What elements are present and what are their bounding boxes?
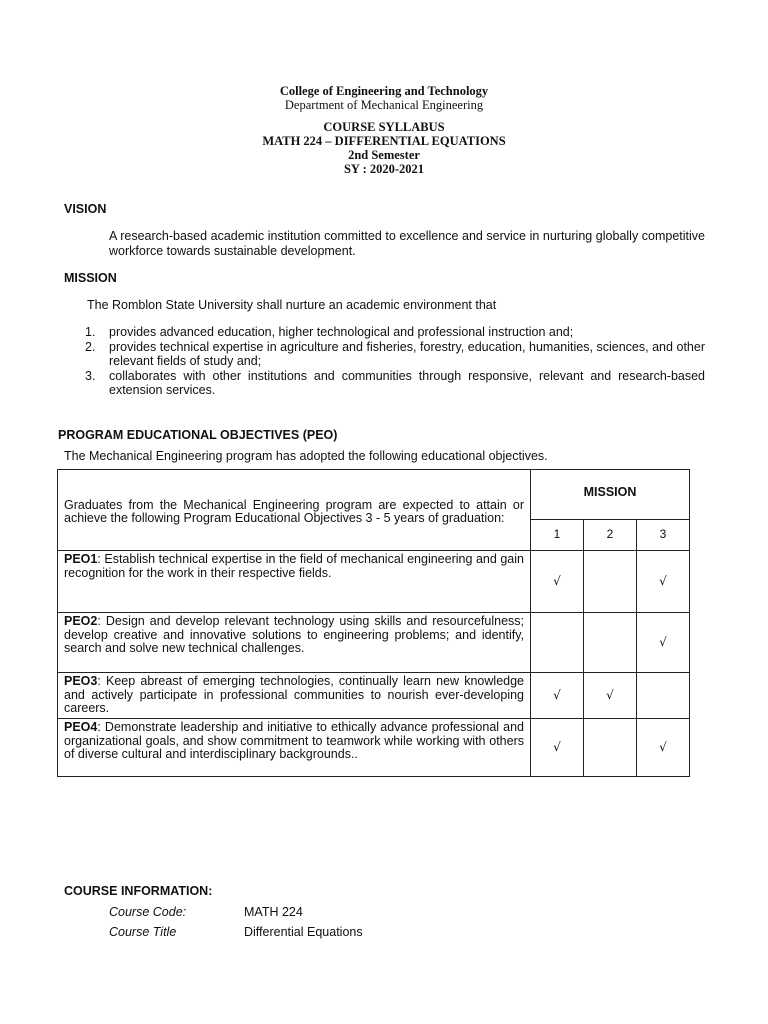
mission-item-number: 2. [85,339,96,354]
course-heading: MATH 224 – DIFFERENTIAL EQUATIONS [262,134,506,148]
peo-description [58,613,531,673]
syllabus-heading [0,120,768,176]
peo-text: : Demonstrate leadership and initiative to ethically advance professional and organizational goals, and show commitment to teamwork while working with others of diverse cultural and interdisciplinary backgrounds.. [64,720,524,761]
check-mark [584,551,637,613]
peo-label: PEO2 [64,614,98,628]
vision-title: VISION [64,202,107,216]
peo-label: PEO4 [64,720,98,734]
course-code-value: MATH 224 [244,905,303,919]
course-code-label: Course Code: [109,905,187,919]
mission-item-text: collaborates with other institutions and communities through responsive, relevant and research-based extension services. [109,368,705,397]
mission-item [85,325,705,340]
check-mark [637,673,690,719]
vision-text: A research-based academic institution committed to excellence and service in nurturing globally competitive workforce towards sustainable development. [109,229,705,258]
check-mark [531,613,584,673]
peo-intro: The Mechanical Engineering program has adopted the following educational objectives. [64,449,548,463]
peo-label: PEO3 [64,674,98,688]
table-row [58,613,690,673]
check-mark [584,613,637,673]
peo-table [57,469,690,777]
peo-label: PEO1 [64,552,98,566]
document-header [0,84,768,112]
check-mark: √ [584,673,637,719]
mission-list [85,325,705,398]
peo-text: : Keep abreast of emerging technologies, continually learn new knowledge and actively participate in professional communities to nourish ever-developing careers. [64,674,524,715]
check-mark: √ [637,719,690,777]
mission-item [85,369,705,398]
mission-item [85,340,705,369]
peo-title: PROGRAM EDUCATIONAL OBJECTIVES (PEO) [58,428,338,442]
mission-item-number: 1. [85,325,96,339]
doc-type: COURSE SYLLABUS [323,120,445,134]
peo-table-header-row [58,470,690,520]
check-mark: √ [531,673,584,719]
table-row [58,719,690,777]
mission-item-text: provides technical expertise in agriculture and fisheries, forestry, education, humanities, sciences, and other relevant fields of study and; [109,339,705,368]
check-mark [584,719,637,777]
peo-text: : Design and develop relevant technology using skills and resourcefulness; develop creative and innovative solutions to engineering problems; and identify, search and solve new technical challenges. [64,614,524,655]
peo-description [58,673,531,719]
mission-col-1: 1 [531,520,584,551]
mission-item-number: 3. [85,368,96,383]
peo-text: : Establish technical expertise in the field of mechanical engineering and gain recognition for the work in their respective fields. [64,552,524,580]
department-name: Department of Mechanical Engineering [284,98,484,112]
mission-column-header: MISSION [531,470,690,520]
school-year: SY : 2020-2021 [343,162,425,176]
mission-col-3: 3 [637,520,690,551]
check-mark: √ [531,551,584,613]
table-row [58,551,690,613]
table-row [58,673,690,719]
check-mark: √ [637,613,690,673]
course-info-title: COURSE INFORMATION: [64,884,213,898]
check-mark: √ [637,551,690,613]
course-title-value: Differential Equations [244,925,363,939]
peo-description [58,719,531,777]
check-mark: √ [531,719,584,777]
mission-intro: The Romblon State University shall nurture an academic environment that [87,298,497,312]
mission-col-2: 2 [584,520,637,551]
course-title-label: Course Title [109,925,177,939]
peo-description [58,551,531,613]
peo-header-text: Graduates from the Mechanical Engineering program are expected to attain or achieve the following Program Educational Objectives 3 - 5 years of graduation: [58,470,531,551]
college-name: College of Engineering and Technology [279,84,489,98]
mission-title: MISSION [64,271,117,285]
mission-item-text: provides advanced education, higher technological and professional instruction and; [109,325,574,339]
semester: 2nd Semester [348,148,420,162]
